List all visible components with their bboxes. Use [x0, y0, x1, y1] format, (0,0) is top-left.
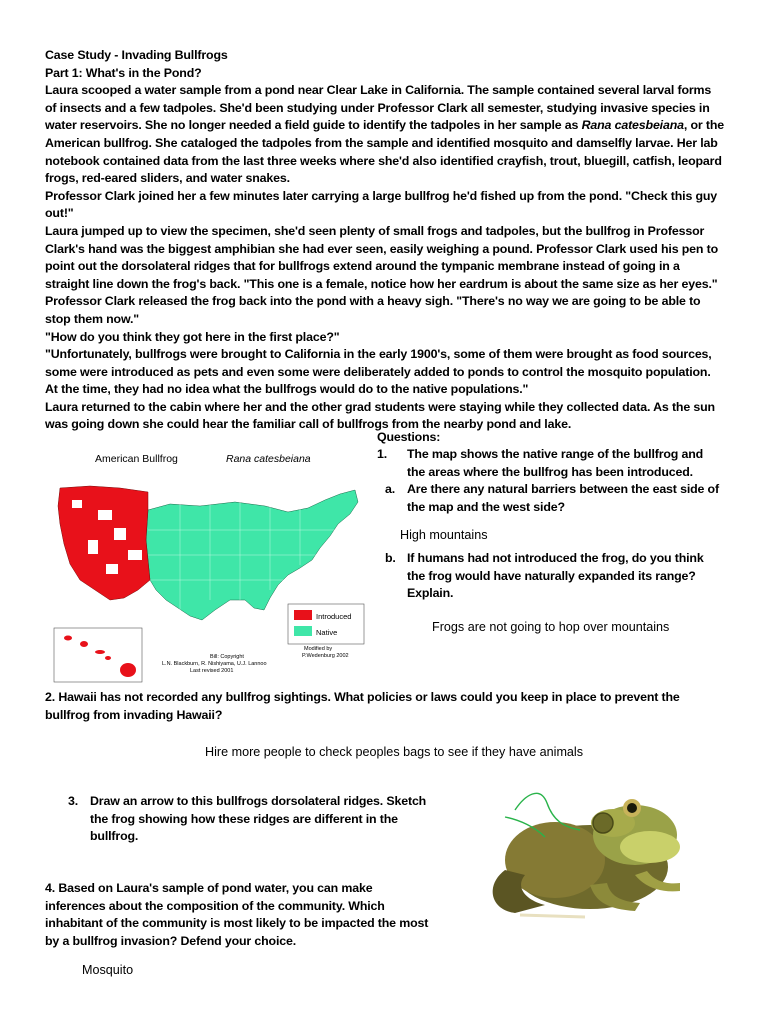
question-4: 4. Based on Laura's sample of pond water, you can make inferences about the composition of the community. Which inhabitant of the community is most likely to be impacted the most by a bullfrog invasion? Defend your choice.	[45, 881, 429, 948]
legend-introduced-label: Introduced	[316, 612, 352, 621]
question-1: 1. The map shows the native range of the bullfrog and the areas where the bullfrog has been introduced.	[377, 447, 704, 479]
question-1b: b. If humans had not introduced the frog, do you think the frog would have naturally expanded its range? Explain.	[385, 551, 704, 601]
map-copyright-3: Last revised 2001	[190, 668, 234, 674]
questions-heading: Questions:	[377, 430, 441, 444]
story-paragraph-3: Laura jumped up to view the specimen, she'd seen plenty of small frogs and tadpoles, but the bullfrog in Professor Clark's hand was the biggest amphibian she had ever seen, easily weighing a pound. Professor Clark used his pen to point out the dorsolateral ridges that for bullfrogs extend around the tympanic membrane instead of going in a straight line down the frog's back. "This one is a female, notice how her eardrum is about the same size as her eyes."	[45, 223, 719, 291]
story-paragraph-6: "Unfortunately, bullfrogs were brought to California in the early 1900's, some of them were brought as food sources, some were introduced as pets and even some were deliberately added to ponds to control the mosquito population. At the time, they had no idea what the bullfrogs would do to the native populations."	[45, 347, 712, 397]
bullfrog-range-map	[50, 440, 368, 685]
answer-1a: High mountains	[400, 528, 488, 542]
story-paragraph-4: Professor Clark released the frog back into the pond with a heavy sigh. "There's no way we are going to be able to stop them now."	[45, 294, 701, 326]
question-3: 3. Draw an arrow to this bullfrogs dorsolateral ridges. Sketch the frog showing how these ridges are different in the bullfrog.	[68, 794, 427, 844]
community-composition-term: composition of the community	[166, 898, 342, 913]
answer-4: Mosquito	[82, 963, 134, 977]
case-study-title: Case Study - Invading Bullfrogs	[45, 48, 228, 62]
tympanum	[593, 813, 613, 833]
legend-introduced-swatch	[294, 610, 312, 620]
map-title-scientific: Rana catesbeiana	[226, 453, 311, 465]
map-copyright-2: L.N. Blackburn, R. Nishiyama, U.J. Lannoo	[162, 661, 267, 667]
map-title-common: American Bullfrog	[95, 453, 178, 465]
legend-native-swatch	[294, 626, 312, 636]
legend-native-label: Native	[316, 628, 338, 637]
part-heading: Part 1: What's in the Pond?	[45, 65, 202, 80]
answer-1b: Frogs are not going to hop over mountains	[432, 620, 670, 634]
bullfrog-photo	[485, 775, 685, 920]
map-credit-line-1: Modified by	[304, 646, 333, 652]
story-paragraph-5: "How do you think they got here in the first place?"	[45, 329, 340, 344]
story-paragraph-7: Laura returned to the cabin where her and the other grad students were staying while they collected data. As the sun was going down she could hear the familiar call of bullfrogs from the nearby pond and lake.	[45, 399, 715, 432]
question-1a: a. Are there any natural barriers between the east side of the map and the west side?	[385, 482, 719, 514]
case-study-narrative	[45, 47, 725, 434]
question-2: 2. Hawaii has not recorded any bullfrog sightings. What policies or laws could you keep in place to prevent the bullfrog from invading Hawaii?	[45, 690, 680, 722]
map-copyright-1: Bill: Copyright	[210, 654, 244, 660]
species-name: Rana catesbeiana	[581, 118, 684, 133]
map-credit-line-2: P.Wedenburg 2002	[302, 653, 349, 659]
story-paragraph-1: Laura scooped a water sample from a pond near Clear Lake in California. The sample contained several larval forms of insects and a few tadpoles. She'd been studying under Professor Clark all semester, studying invasive species in water reservoirs. She no longer needed a field guide to identify the tadpoles in her sample as Rana catesbeiana, or the American bullfrog. She cataloged the tadpoles from the sample and identified mosquito and damselfly larvae. Her lab notebook contained data from the last three weeks where she'd also identified crayfish, trout, bluegill, catfish, leopard frogs, red-eared sliders, and water snakes.	[45, 83, 724, 186]
story-paragraph-2: Professor Clark joined her a few minutes later carrying a large bullfrog he'd fished up from the pond. "Check this guy out!"	[45, 188, 718, 221]
answer-2: Hire more people to check peoples bags to see if they have animals	[205, 745, 584, 759]
